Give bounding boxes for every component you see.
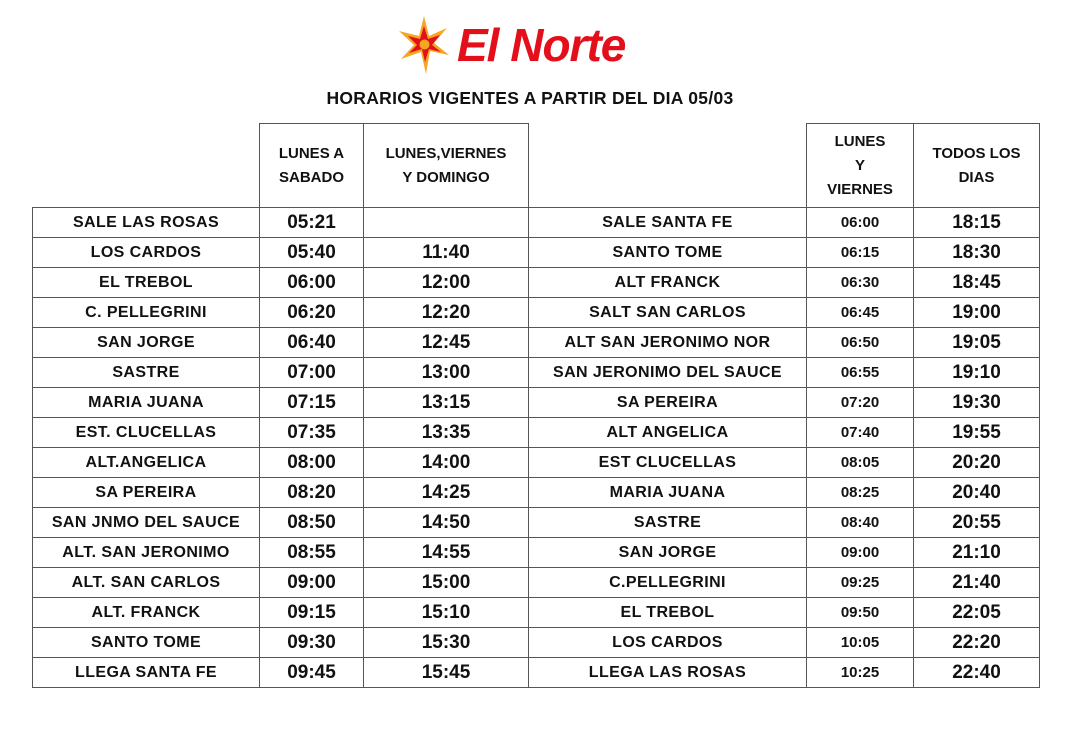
time-lunes-y-viernes: 06:30 bbox=[807, 268, 914, 298]
time-lunes-y-viernes: 06:00 bbox=[807, 208, 914, 238]
time-lunes-y-viernes: 06:15 bbox=[807, 238, 914, 268]
time-lunes-y-viernes: 08:25 bbox=[807, 478, 914, 508]
stop-return: MARIA JUANA bbox=[529, 478, 807, 508]
stop-return: SAN JERONIMO DEL SAUCE bbox=[529, 358, 807, 388]
time-todos-los-dias: 18:15 bbox=[914, 208, 1040, 238]
header-text: LUNES,VIERNES bbox=[385, 144, 507, 162]
time-lunes-y-viernes: 07:20 bbox=[807, 388, 914, 418]
stop-return: ALT ANGELICA bbox=[529, 418, 807, 448]
table-row bbox=[33, 658, 1040, 688]
time-lunes-viernes-domingo: 14:50 bbox=[364, 508, 529, 538]
header-lunes-a-sabado bbox=[260, 124, 364, 208]
time-lunes-a-sabado: 08:55 bbox=[260, 538, 364, 568]
header-row bbox=[33, 124, 1040, 208]
time-todos-los-dias: 18:45 bbox=[914, 268, 1040, 298]
stop-return: SALT SAN CARLOS bbox=[529, 298, 807, 328]
stop-return: EST CLUCELLAS bbox=[529, 448, 807, 478]
page-title: HORARIOS VIGENTES A PARTIR DEL DIA 05/03 bbox=[326, 88, 734, 108]
time-lunes-y-viernes: 06:55 bbox=[807, 358, 914, 388]
stop-return: LLEGA LAS ROSAS bbox=[529, 658, 807, 688]
table-row bbox=[33, 478, 1040, 508]
stop-return: LOS CARDOS bbox=[529, 628, 807, 658]
stop-outbound: SAN JNMO DEL SAUCE bbox=[33, 508, 260, 538]
stop-outbound: ALT. FRANCK bbox=[33, 598, 260, 628]
schedule-table bbox=[32, 123, 1040, 688]
time-lunes-y-viernes: 10:05 bbox=[807, 628, 914, 658]
table-row bbox=[33, 298, 1040, 328]
time-todos-los-dias: 20:20 bbox=[914, 448, 1040, 478]
table-row bbox=[33, 628, 1040, 658]
time-lunes-y-viernes: 08:40 bbox=[807, 508, 914, 538]
time-lunes-y-viernes: 09:25 bbox=[807, 568, 914, 598]
stop-return: C.PELLEGRINI bbox=[529, 568, 807, 598]
header-text: Y bbox=[854, 156, 865, 174]
time-lunes-viernes-domingo: 12:45 bbox=[364, 328, 529, 358]
table-row bbox=[33, 268, 1040, 298]
time-lunes-a-sabado: 07:15 bbox=[260, 388, 364, 418]
time-todos-los-dias: 19:10 bbox=[914, 358, 1040, 388]
header-text: SABADO bbox=[278, 168, 344, 186]
stop-return: SASTRE bbox=[529, 508, 807, 538]
stop-outbound: ALT. SAN JERONIMO bbox=[33, 538, 260, 568]
stop-outbound: C. PELLEGRINI bbox=[33, 298, 260, 328]
time-lunes-viernes-domingo: 12:20 bbox=[364, 298, 529, 328]
time-todos-los-dias: 19:00 bbox=[914, 298, 1040, 328]
time-lunes-a-sabado: 09:00 bbox=[260, 568, 364, 598]
time-todos-los-dias: 20:55 bbox=[914, 508, 1040, 538]
table-row bbox=[33, 538, 1040, 568]
time-lunes-a-sabado: 09:15 bbox=[260, 598, 364, 628]
stop-outbound: SALE LAS ROSAS bbox=[33, 208, 260, 238]
stop-outbound: LLEGA SANTA FE bbox=[33, 658, 260, 688]
time-lunes-viernes-domingo: 13:15 bbox=[364, 388, 529, 418]
time-lunes-viernes-domingo: 15:30 bbox=[364, 628, 529, 658]
time-todos-los-dias: 22:40 bbox=[914, 658, 1040, 688]
time-lunes-a-sabado: 08:00 bbox=[260, 448, 364, 478]
brand-name: El Norte bbox=[457, 19, 626, 71]
time-lunes-viernes-domingo: 15:00 bbox=[364, 568, 529, 598]
stop-return: SANTO TOME bbox=[529, 238, 807, 268]
stop-outbound: SAN JORGE bbox=[33, 328, 260, 358]
table-row bbox=[33, 238, 1040, 268]
time-lunes-y-viernes: 09:00 bbox=[807, 538, 914, 568]
time-lunes-y-viernes: 09:50 bbox=[807, 598, 914, 628]
stop-return: ALT SAN JERONIMO NOR bbox=[529, 328, 807, 358]
time-todos-los-dias: 19:55 bbox=[914, 418, 1040, 448]
brand-logo bbox=[397, 12, 625, 78]
time-todos-los-dias: 22:20 bbox=[914, 628, 1040, 658]
header-todos-los-dias bbox=[914, 124, 1040, 208]
header-lunes-viernes-domingo bbox=[364, 124, 529, 208]
time-lunes-viernes-domingo: 15:45 bbox=[364, 658, 529, 688]
stop-outbound: SA PEREIRA bbox=[33, 478, 260, 508]
header-blank-left bbox=[33, 124, 260, 208]
header-text: TODOS LOS bbox=[932, 144, 1021, 162]
time-lunes-y-viernes: 06:45 bbox=[807, 298, 914, 328]
time-lunes-a-sabado: 08:20 bbox=[260, 478, 364, 508]
time-lunes-viernes-domingo bbox=[364, 208, 529, 238]
table-row bbox=[33, 598, 1040, 628]
stop-return: ALT FRANCK bbox=[529, 268, 807, 298]
time-lunes-a-sabado: 05:40 bbox=[260, 238, 364, 268]
time-lunes-y-viernes: 10:25 bbox=[807, 658, 914, 688]
time-lunes-viernes-domingo: 13:00 bbox=[364, 358, 529, 388]
time-lunes-viernes-domingo: 15:10 bbox=[364, 598, 529, 628]
table-row bbox=[33, 358, 1040, 388]
time-lunes-a-sabado: 06:40 bbox=[260, 328, 364, 358]
stop-return: SA PEREIRA bbox=[529, 388, 807, 418]
time-lunes-y-viernes: 06:50 bbox=[807, 328, 914, 358]
time-lunes-viernes-domingo: 14:55 bbox=[364, 538, 529, 568]
time-lunes-a-sabado: 05:21 bbox=[260, 208, 364, 238]
table-row bbox=[33, 208, 1040, 238]
stop-outbound: MARIA JUANA bbox=[33, 388, 260, 418]
stop-return: SALE SANTA FE bbox=[529, 208, 807, 238]
header-blank-mid bbox=[529, 124, 807, 208]
table-row bbox=[33, 418, 1040, 448]
time-todos-los-dias: 19:30 bbox=[914, 388, 1040, 418]
table-row bbox=[33, 388, 1040, 418]
time-lunes-a-sabado: 06:00 bbox=[260, 268, 364, 298]
time-todos-los-dias: 18:30 bbox=[914, 238, 1040, 268]
time-lunes-a-sabado: 06:20 bbox=[260, 298, 364, 328]
stop-outbound: LOS CARDOS bbox=[33, 238, 260, 268]
header-text: Y DOMINGO bbox=[402, 168, 490, 186]
time-todos-los-dias: 22:05 bbox=[914, 598, 1040, 628]
table-row bbox=[33, 508, 1040, 538]
stop-outbound: ALT.ANGELICA bbox=[33, 448, 260, 478]
time-lunes-a-sabado: 07:00 bbox=[260, 358, 364, 388]
time-todos-los-dias: 19:05 bbox=[914, 328, 1040, 358]
header-lunes-y-viernes bbox=[807, 124, 914, 208]
time-lunes-a-sabado: 09:30 bbox=[260, 628, 364, 658]
time-lunes-viernes-domingo: 13:35 bbox=[364, 418, 529, 448]
stop-outbound: EL TREBOL bbox=[33, 268, 260, 298]
time-lunes-viernes-domingo: 11:40 bbox=[364, 238, 529, 268]
time-lunes-y-viernes: 07:40 bbox=[807, 418, 914, 448]
time-lunes-a-sabado: 09:45 bbox=[260, 658, 364, 688]
stop-return: SAN JORGE bbox=[529, 538, 807, 568]
time-todos-los-dias: 20:40 bbox=[914, 478, 1040, 508]
table-row bbox=[33, 568, 1040, 598]
time-lunes-a-sabado: 07:35 bbox=[260, 418, 364, 448]
header-text: LUNES A bbox=[278, 144, 345, 162]
time-lunes-a-sabado: 08:50 bbox=[260, 508, 364, 538]
stop-outbound: SANTO TOME bbox=[33, 628, 260, 658]
header-text: LUNES bbox=[834, 132, 886, 150]
time-lunes-y-viernes: 08:05 bbox=[807, 448, 914, 478]
header-text: DIAS bbox=[958, 168, 995, 186]
stop-outbound: ALT. SAN CARLOS bbox=[33, 568, 260, 598]
header-text: VIERNES bbox=[827, 180, 893, 198]
table-row bbox=[33, 328, 1040, 358]
stop-outbound: EST. CLUCELLAS bbox=[33, 418, 260, 448]
time-lunes-viernes-domingo: 14:25 bbox=[364, 478, 529, 508]
time-lunes-viernes-domingo: 12:00 bbox=[364, 268, 529, 298]
time-todos-los-dias: 21:10 bbox=[914, 538, 1040, 568]
table-row bbox=[33, 448, 1040, 478]
stop-return: EL TREBOL bbox=[529, 598, 807, 628]
sun-star-icon bbox=[397, 14, 451, 76]
time-lunes-viernes-domingo: 14:00 bbox=[364, 448, 529, 478]
stop-outbound: SASTRE bbox=[33, 358, 260, 388]
time-todos-los-dias: 21:40 bbox=[914, 568, 1040, 598]
